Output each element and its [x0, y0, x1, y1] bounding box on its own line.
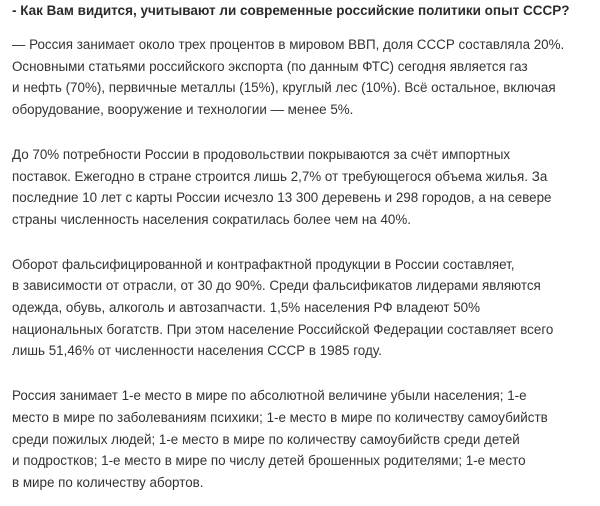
- paragraph-line: — Россия занимает около трех процентов в мировом ВВП, доля СССР составляла 20%.: [12, 37, 565, 52]
- paragraph-line: Россия занимает 1-е место в мире по абсолютной величине убыли населения; 1-е: [12, 388, 527, 404]
- paragraph-line: страны численность населения сократилась более чем на 40%.: [12, 211, 411, 227]
- paragraph-line: оборудование, вооружение и технологии — менее 5%.: [12, 102, 354, 118]
- answer-paragraph-2: [12, 144, 592, 231]
- paragraph-line: Основными статьями российского экспорта (по данным ФТС) сегодня является газ: [12, 58, 528, 74]
- interview-question: - Как Вам видится, учитывают ли современные российские политики опыт СССР?: [12, 3, 570, 18]
- answer-paragraph-3: [12, 254, 592, 363]
- paragraph-line: одежда, обувь, алкоголь и автозапчасти. 1,5% населения РФ владеют 50%: [12, 300, 480, 316]
- paragraph-line: в мире по количеству абортов.: [12, 474, 204, 490]
- paragraph-line: и нефть (70%), первичные металлы (15%), круглый лес (10%). Всё остальное, включая: [12, 80, 556, 96]
- paragraph-line: среди пожилых людей; 1-е место в мире по количеству самоубийств среди детей: [12, 431, 520, 447]
- paragraph-line: поставок. Ежегодно в стране строится лишь 2,7% от требующегося объема жилья. За: [12, 168, 548, 184]
- paragraph-line: До 70% потребности России в продовольствии покрываются за счёт импортных: [12, 146, 511, 162]
- paragraph-line: в зависимости от отрасли, от 30 до 90%. Среди фальсификатов лидерами являются: [12, 278, 541, 294]
- paragraph-line: Оборот фальсифицированной и контрафактной продукции в России составляет,: [12, 256, 515, 272]
- answer-paragraph-4: [12, 385, 592, 494]
- paragraph-line: последние 10 лет с карты России исчезло 13 300 деревень и 298 городов, а на севере: [12, 190, 552, 206]
- answer-paragraph-1: [12, 34, 592, 121]
- paragraph-line: лишь 51,46% от численности населения СССР в 1985 году.: [12, 343, 382, 359]
- paragraph-line: и подростков; 1-е место в мире по числу детей брошенных родителями; 1-е место: [12, 453, 526, 469]
- paragraph-line: национальных богатств. При этом население Российской Федерации составляет всего: [12, 321, 554, 337]
- paragraph-line: место в мире по заболеваниям психики; 1-е место в мире по количеству самоубийств: [12, 409, 548, 425]
